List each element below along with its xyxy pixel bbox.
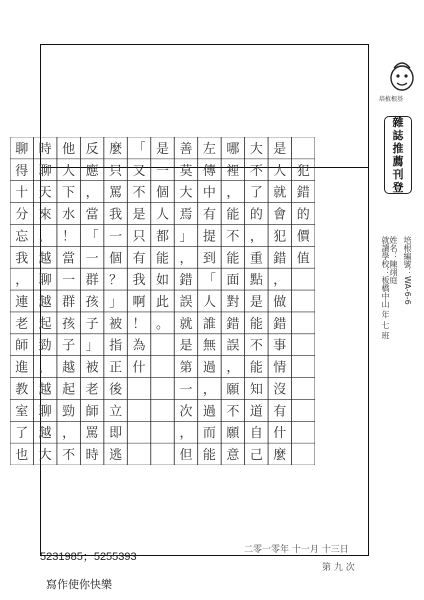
slogan: 寫作使你快樂 [46, 578, 112, 591]
essay-character: 罵 [85, 426, 99, 442]
essay-character: 」 [179, 229, 193, 245]
essay-character: 被 [109, 316, 123, 332]
essay-character: 他 [62, 141, 76, 157]
essay-character: 教 [15, 382, 29, 398]
essay-character: 越 [38, 426, 52, 442]
essay-character: 起 [38, 316, 52, 332]
essay-character: 會 [273, 207, 287, 223]
magazine-seal [384, 116, 412, 194]
essay-character: 的 [249, 207, 263, 223]
essay-character: 群 [62, 295, 76, 310]
essay-character: ， [202, 382, 216, 398]
essay-character: 應 [85, 163, 99, 179]
essay-character: 越 [62, 360, 76, 376]
essay-character: 不 [226, 229, 240, 245]
essay-character: 當 [62, 251, 76, 267]
essay-character: ， [249, 229, 263, 245]
essay-character: 能 [249, 360, 263, 376]
essay-character: 提 [202, 229, 216, 245]
essay-character: 又 [132, 163, 146, 179]
essay-character: 價 [296, 229, 310, 245]
essay-character: ， [226, 360, 240, 376]
essay-character: 聊 [38, 273, 52, 289]
essay-character: 正 [109, 360, 123, 376]
essay-character: 當 [85, 207, 99, 223]
essay-character: 己 [249, 448, 263, 464]
essay-character: 有 [132, 251, 146, 267]
essay-character: 什 [273, 426, 287, 442]
essay-character: 即 [109, 426, 123, 442]
school-label: 就讀學校： [381, 236, 390, 276]
essay-character: 願 [226, 426, 240, 442]
essay-character: 。 [155, 316, 170, 332]
mascot-logo [385, 56, 419, 94]
essay-character: 裡 [226, 163, 240, 179]
essay-character: ， [85, 185, 99, 201]
essay-character: 中 [202, 185, 216, 201]
essay-character: 進 [15, 360, 29, 376]
essay-character: 誤 [179, 295, 193, 310]
name-label: 姓名： [389, 236, 398, 260]
essay-character: 事 [273, 338, 287, 354]
essay-character: 個 [109, 251, 123, 267]
essay-character: 一 [155, 163, 170, 179]
essay-character: 過 [202, 404, 216, 420]
essay-character: 我 [132, 273, 146, 289]
seal-char: 登 [392, 181, 404, 194]
essay-character: 願 [226, 382, 240, 398]
seal-char: 薦 [392, 155, 404, 168]
essay-character: 錯 [226, 316, 240, 332]
essay-character: 一 [85, 251, 99, 267]
essay-character: 焉 [179, 207, 193, 223]
essay-character: 能 [202, 448, 216, 464]
essay-character: 「 [132, 141, 146, 157]
essay-character: 沒 [273, 382, 287, 398]
seal-char: 刊 [392, 168, 404, 181]
essay-character: 連 [15, 295, 29, 310]
essay-character: 一 [109, 229, 123, 245]
essay-character: 越 [38, 251, 52, 267]
seal-char: 誌 [392, 129, 404, 142]
essay-character: 點 [249, 273, 263, 289]
essay-character: 一 [62, 273, 76, 289]
essay-character: 犯 [273, 229, 287, 245]
essay-character: 我 [15, 251, 29, 267]
page-label: 第 [322, 563, 332, 573]
essay-character: 情 [273, 360, 287, 376]
date-line: 二零一零年 十一月 十三日 [244, 545, 349, 555]
essay-character: 了 [249, 185, 263, 201]
essay-character: 群 [85, 273, 99, 289]
essay-character: 越 [38, 295, 52, 310]
essay-character: 子 [85, 316, 99, 332]
page-count [322, 560, 355, 573]
essay-character: 是 [155, 141, 170, 157]
essay-character: 哪 [226, 141, 240, 157]
essay-character: ， [273, 273, 287, 289]
essay-character: 有 [273, 404, 287, 420]
essay-character: 我 [109, 207, 123, 223]
essay-character: 做 [273, 295, 287, 310]
essay-character: ？ [109, 273, 123, 289]
essay-character: 時 [85, 448, 99, 464]
essay-character: 大 [249, 141, 263, 157]
essay-character: ， [62, 426, 76, 442]
essay-character: 為 [132, 338, 146, 354]
school-block [372, 236, 392, 340]
essay-character: 勁 [38, 338, 52, 354]
essay-character: 是 [179, 338, 193, 354]
phone-numbers: 5231985；5255393 [40, 551, 137, 563]
essay-character: ， [15, 273, 29, 289]
grid-lines [10, 137, 315, 465]
essay-character: 下 [62, 185, 76, 201]
essay-character: 是 [249, 295, 263, 310]
essay-character: 人 [202, 295, 216, 310]
essay-character: 聊 [38, 163, 52, 179]
essay-character: 人 [155, 207, 170, 223]
essay-character: 自 [249, 426, 263, 442]
page-suffix: 次 [345, 563, 355, 573]
essay-character: 人 [273, 163, 287, 179]
essay-character: 不 [249, 163, 263, 179]
essay-character: 聊 [15, 141, 29, 157]
page-value: 九 [333, 563, 343, 573]
essay-character: 次 [179, 404, 193, 420]
seal-char: 推 [392, 142, 404, 155]
essay-character: 起 [62, 382, 76, 398]
essay-character: 子 [62, 338, 76, 354]
essay-character: 重 [249, 251, 263, 267]
essay-character: 不 [226, 404, 240, 420]
essay-character: 天 [38, 185, 52, 201]
essay-character: 能 [226, 207, 240, 223]
essay-character: 犯 [296, 163, 310, 179]
school-value: 板橋中山 年 七 班 [381, 276, 390, 340]
essay-character: 到 [202, 251, 216, 267]
essay-character: 有 [202, 207, 216, 223]
essay-character: ！ [132, 316, 146, 332]
essay-character: 孩 [85, 295, 99, 310]
essay-character: 只 [109, 163, 123, 179]
essay-character: 此 [155, 295, 170, 310]
essay-character: 而 [202, 426, 216, 442]
essay-character: 不 [249, 338, 263, 354]
student-id-block [389, 236, 414, 305]
essay-character: 室 [15, 404, 29, 420]
id-value: WA-6-6 [403, 276, 412, 305]
essay-character: 能 [249, 316, 263, 332]
essay-character: 時 [38, 141, 52, 157]
essay-character: ， [179, 251, 193, 267]
essay-character: 只 [132, 229, 146, 245]
essay-character: 面 [226, 273, 240, 289]
essay-character: 孩 [62, 316, 76, 332]
essay-character: 無 [202, 338, 216, 354]
essay-character: 過 [202, 360, 216, 376]
essay-character: 」 [85, 338, 99, 354]
essay-character: 的 [296, 207, 310, 223]
essay-character: 意 [226, 448, 240, 464]
essay-character: 被 [85, 360, 99, 376]
essay-character: 傳 [202, 163, 216, 179]
essay-character: 是 [273, 141, 287, 157]
essay-character: 後 [109, 382, 123, 398]
essay-character: 十 [15, 185, 29, 201]
essay-character: 對 [226, 295, 240, 310]
essay-character: 人 [62, 163, 76, 179]
essay-character: 師 [15, 338, 29, 354]
essay-character: 什 [132, 360, 146, 376]
id-label: 培根編號： [403, 236, 412, 276]
essay-character: 師 [85, 404, 99, 420]
essay-character: 不 [62, 448, 76, 464]
essay-character: 如 [155, 273, 170, 289]
essay-character: 「 [202, 273, 216, 289]
essay-character: 就 [179, 316, 193, 332]
essay-character: 立 [109, 404, 123, 420]
essay-character: 麼 [273, 448, 287, 464]
essay-character: 能 [155, 251, 170, 267]
essay-character: 也 [15, 448, 29, 464]
seal-char: 雜 [392, 116, 404, 129]
essay-character: 來 [38, 207, 52, 223]
essay-character: ！ [62, 229, 76, 245]
essay-character: 道 [249, 404, 263, 420]
essay-character: 個 [155, 185, 170, 201]
essay-character: 勁 [62, 404, 76, 420]
essay-character: 就 [273, 185, 287, 201]
essay-character: 不 [132, 185, 146, 201]
essay-character: 能 [226, 251, 240, 267]
essay-character: 忘 [15, 229, 29, 245]
name-value: 陳翊庭 [389, 260, 398, 284]
essay-character: 第 [179, 360, 193, 376]
essay-character: 越 [38, 382, 52, 398]
essay-character: 啊 [132, 295, 146, 310]
essay-character: 水 [62, 207, 76, 223]
essay-character: 都 [155, 229, 170, 245]
essay-character: 罵 [109, 185, 123, 201]
essay-character: 左 [202, 141, 216, 157]
essay-character: ， [226, 185, 240, 201]
essay-character: 善 [179, 141, 193, 157]
essay-character: 反 [85, 141, 99, 157]
essay-character: 」 [109, 295, 123, 310]
essay-character: 老 [15, 316, 29, 332]
essay-character: 大 [38, 448, 52, 464]
essay-character: 誤 [226, 338, 240, 354]
essay-character: 老 [85, 382, 99, 398]
essay-character: 聊 [38, 404, 52, 420]
essay-character: 錯 [296, 185, 310, 201]
essay-grid [10, 137, 315, 465]
essay-character: 得 [15, 163, 29, 179]
essay-character: 錯 [273, 316, 287, 332]
essay-character: 知 [249, 382, 263, 398]
essay-character: 錯 [179, 273, 193, 289]
stamp-caption: 培植根基 [379, 96, 404, 103]
essay-character: 分 [15, 207, 29, 223]
essay-character: 莫 [179, 163, 193, 179]
essay-character: 了 [15, 426, 29, 442]
essay-character: 麼 [109, 141, 123, 157]
essay-character: 指 [109, 338, 123, 354]
essay-character: ， [38, 360, 52, 376]
essay-character: 誰 [202, 316, 216, 332]
essay-character: ， [38, 229, 52, 245]
essay-character: 逃 [109, 448, 123, 464]
essay-character: 一 [179, 382, 193, 398]
essay-character: 值 [296, 251, 310, 267]
essay-character: 是 [132, 207, 146, 223]
essay-character: ， [179, 426, 193, 442]
essay-character: 「 [85, 229, 99, 245]
essay-character: 錯 [273, 251, 287, 267]
essay-character: 但 [179, 448, 193, 464]
essay-character: 大 [179, 185, 193, 201]
